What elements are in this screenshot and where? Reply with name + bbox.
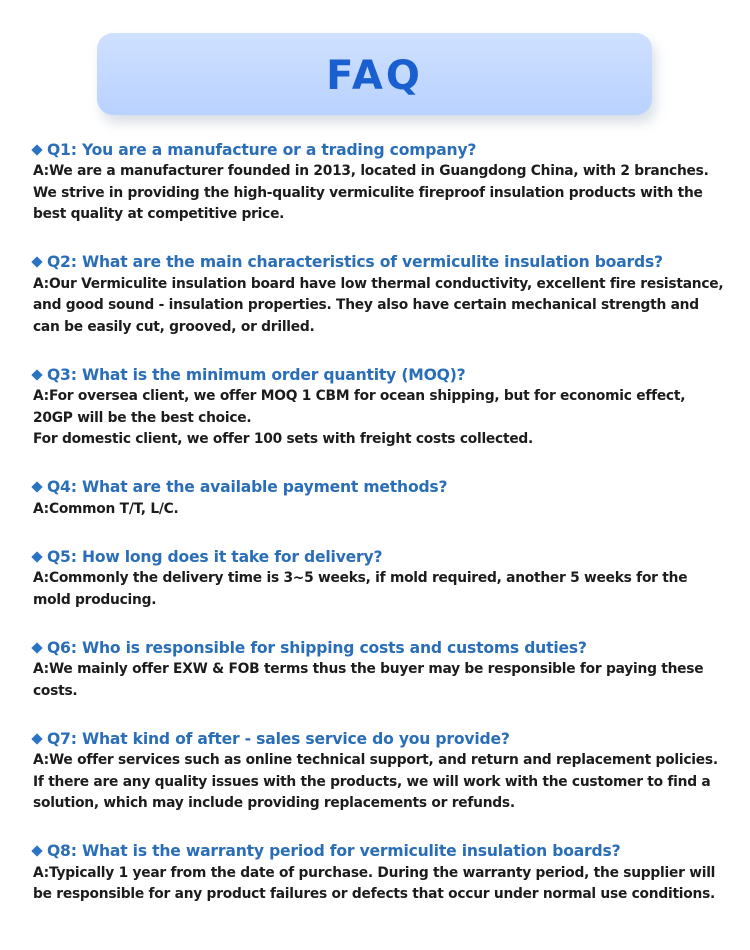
diamond-icon <box>31 642 42 653</box>
faq-answer-line: be responsible for any product failures or defects that occur under normal use conditions. <box>33 886 716 902</box>
faq-question-row <box>28 251 728 274</box>
faq-answer-line: best quality at competitive price. <box>33 206 285 222</box>
faq-answer-line: A:We offer services such as online technical support, and return and replacement policies. <box>33 752 718 768</box>
faq-answer <box>28 499 723 521</box>
faq-answer-line: A:Our Vermiculite insulation board have low thermal conductivity, excellent fire resistance, <box>33 275 724 292</box>
faq-answer-line: mold producing. <box>33 591 157 608</box>
faq-answer-line: For domestic client, we offer 100 sets with freight costs collected. <box>33 431 534 447</box>
faq-question: Q3: What is the minimum order quantity (MOQ)? <box>47 365 466 384</box>
faq-question: Q6: Who is responsible for shipping costs and customs duties? <box>47 638 587 657</box>
diamond-icon <box>31 144 42 155</box>
faq-question: Q1: You are a manufacture or a trading company? <box>47 140 477 159</box>
faq-answer <box>28 568 723 611</box>
diamond-icon <box>31 551 42 562</box>
faq-question: Q7: What kind of after - sales service do you provide? <box>47 729 510 748</box>
faq-answer-line: We strive in providing the high-quality vermiculite fireproof insulation products with the <box>33 184 703 201</box>
faq-item <box>28 138 728 226</box>
faq-answer <box>28 750 723 815</box>
header-banner <box>97 33 652 115</box>
faq-question-row <box>28 363 728 386</box>
faq-item <box>28 545 728 611</box>
faq-answer-line: A:Common T/T, L/C. <box>33 500 179 517</box>
faq-item <box>28 840 728 906</box>
faq-answer-line: If there are any quality issues with the products, we will work with the customer to find a <box>33 773 711 790</box>
faq-question-row <box>28 840 728 863</box>
faq-answer <box>28 386 723 451</box>
faq-question-row <box>28 138 728 161</box>
faq-item <box>28 476 728 521</box>
faq-answer-line: A:Commonly the delivery time is 3~5 weeks, if mold required, another 5 weeks for the <box>33 570 688 586</box>
faq-answer-line: solution, which may include providing replacements or refunds. <box>33 795 515 811</box>
faq-item <box>28 251 728 339</box>
diamond-icon <box>31 481 42 492</box>
faq-question-row <box>28 545 728 568</box>
faq-answer <box>28 863 723 906</box>
faq-answer-line: 20GP will be the best choice. <box>33 409 252 426</box>
faq-question-row <box>28 476 728 499</box>
faq-list <box>28 138 728 931</box>
diamond-icon <box>31 733 42 744</box>
faq-answer <box>28 161 723 226</box>
diamond-icon <box>31 845 42 856</box>
faq-answer-line: A:We mainly offer EXW & FOB terms thus the buyer may be responsible for paying these <box>33 661 704 677</box>
faq-answer-line: and good sound - insulation properties. They also have certain mechanical strength and <box>33 297 699 313</box>
faq-answer-line: costs. <box>33 682 78 699</box>
faq-question: Q5: How long does it take for delivery? <box>47 547 383 566</box>
diamond-icon <box>31 369 42 380</box>
faq-item <box>28 727 728 815</box>
faq-question: Q2: What are the main characteristics of vermiculite insulation boards? <box>47 253 663 271</box>
diamond-icon <box>31 256 42 267</box>
faq-answer-line: A:We are a manufacturer founded in 2013, located in Guangdong China, with 2 branches. <box>33 163 709 179</box>
faq-question: Q8: What is the warranty period for vermiculite insulation boards? <box>47 842 621 860</box>
faq-question: Q4: What are the available payment methods? <box>47 478 448 496</box>
faq-answer-line: A:Typically 1 year from the date of purchase. During the warranty period, the supplier will <box>33 864 716 881</box>
faq-header <box>97 33 652 115</box>
faq-answer <box>28 274 723 339</box>
faq-item <box>28 363 728 451</box>
page-title: FAQ <box>326 53 423 99</box>
faq-question-row <box>28 636 728 659</box>
faq-item <box>28 636 728 702</box>
faq-question-row <box>28 727 728 750</box>
faq-answer-line: can be easily cut, grooved, or drilled. <box>33 318 315 335</box>
faq-answer <box>28 659 723 702</box>
faq-answer-line: A:For oversea client, we offer MOQ 1 CBM for ocean shipping, but for economic effect, <box>33 388 686 404</box>
